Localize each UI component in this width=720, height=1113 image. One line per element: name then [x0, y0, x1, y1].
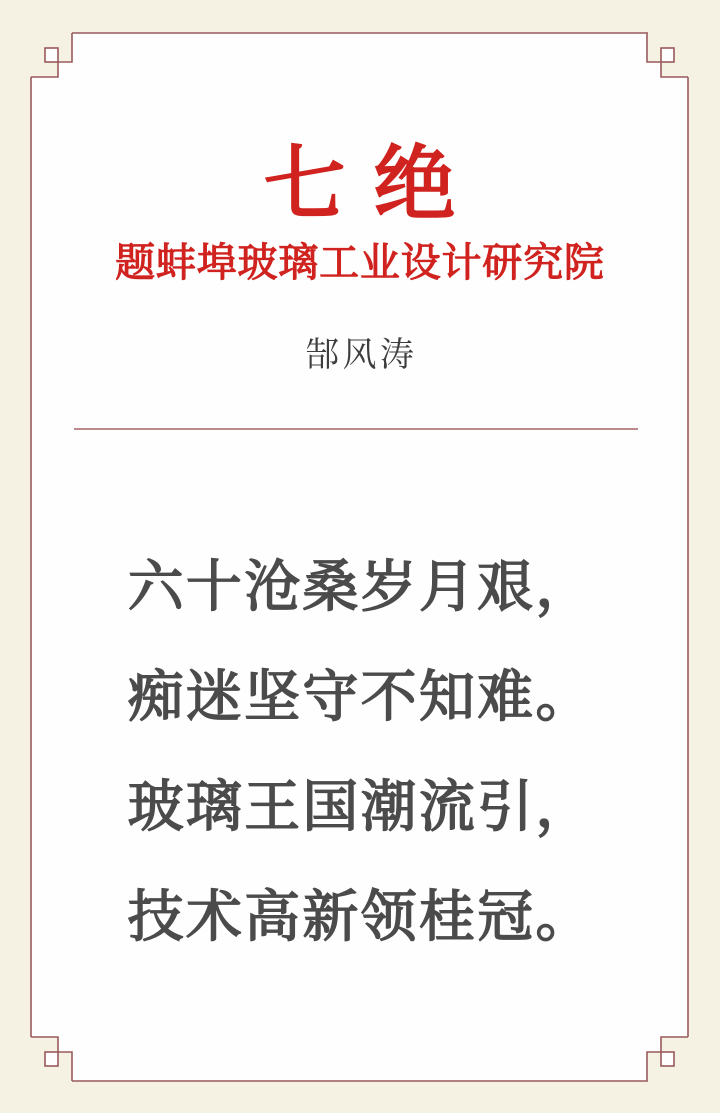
poem-body: [31, 533, 688, 973]
poem-title: 七绝: [263, 139, 484, 230]
poem-line-3: 玻璃王国潮流引，: [127, 777, 594, 839]
poem-line-4: 技术高新领桂冠。: [127, 887, 594, 949]
poem-line-2: 痴迷坚守不知难。: [127, 667, 594, 729]
poem-line-1: 六十沧桑岁月艰，: [127, 557, 594, 619]
card-content: [31, 33, 688, 1081]
divider-line: [74, 428, 638, 430]
author-name: 郜风涛: [305, 337, 418, 374]
poem-subtitle: 题蚌埠玻璃工业设计研究院: [115, 240, 605, 285]
